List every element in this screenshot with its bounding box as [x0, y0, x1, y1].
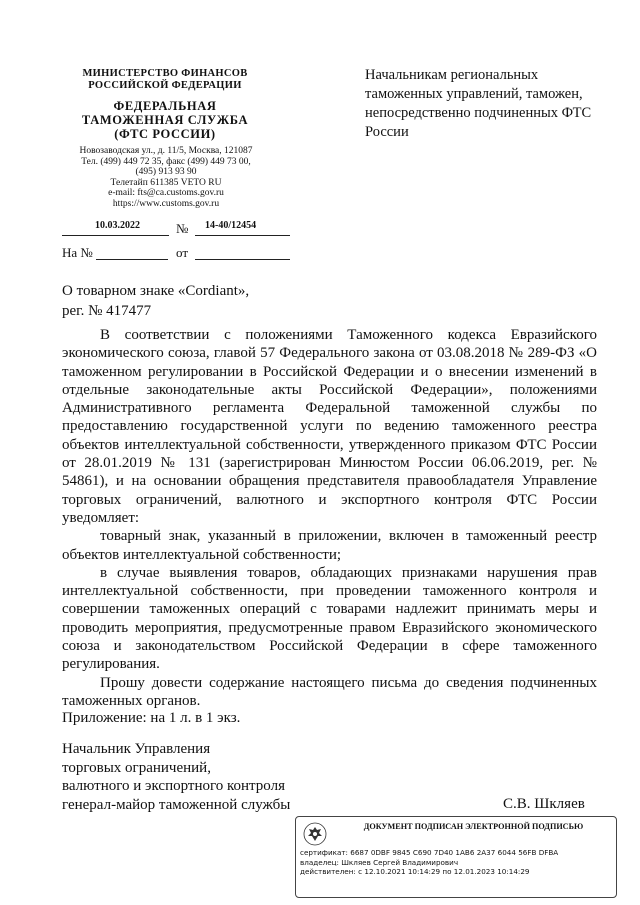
- service-line-1: ФЕДЕРАЛЬНАЯ: [113, 99, 217, 113]
- registration-date: 10.03.2022: [95, 220, 140, 231]
- address-line: Новозаводская ул., д. 11/5, Москва, 121087: [79, 146, 253, 156]
- number-label: №: [176, 221, 189, 236]
- stamp-certificate: сертификат: 6687 0DBF 9845 C690 7D40 1AB6 2A37 6044 56FB DFBA: [300, 848, 559, 857]
- number-underline: [195, 235, 290, 236]
- service-line-2: ТАМОЖЕННАЯ СЛУЖБА: [81, 113, 249, 127]
- reference-underline: [96, 259, 168, 260]
- service-line-3: (ФТС РОССИИ): [114, 127, 216, 141]
- stamp-details: [300, 848, 612, 877]
- ministry-header: [65, 68, 265, 92]
- addressee-block: Начальникам региональных таможенных управлений, таможен, непосредственно подчиненных ФТС России: [365, 67, 592, 140]
- signer-line-4: генерал-майор таможенной службы: [62, 796, 291, 813]
- body-paragraph-4: Прошу довести содержание настоящего письма до сведения подчиненных таможенных органов.: [62, 674, 597, 709]
- email-line: e-mail: fts@ca.customs.gov.ru: [108, 188, 224, 199]
- eagle-emblem-icon: [302, 821, 328, 847]
- stamp-validity: действителен: с 12.10.2021 10:14:29 по 12.01.2023 10:14:29: [300, 867, 530, 877]
- signer-line-1: Начальник Управления: [62, 741, 211, 757]
- stamp-owner: владелец: Шкляев Сергей Владимирович: [300, 857, 459, 867]
- body-paragraph-1: В соответствии с положениями Таможенного кодекса Евразийского экономического союза, главой 57 Федерального закона от 03.08.2018 № 289-ФЗ «О таможенном регулировании в Российской Федерации и о внесении изменений в отдельные законодательные акты Российской Федерации», положениями Административного регламента Федеральной таможенной службы по предоставлению государственной услуги по ведению таможенного реестра объектов интеллектуальной собственности, утвержденного приказом ФТС России от 28.01.2019 № 131 (зарегистрирован Минюстом России 06.06.2019, рег. № 54861), и на основании обращения представителя правообладателя Управление торговых ограничений, валютного и экспортного контроля ФТС России уведомляет:: [62, 327, 597, 526]
- teletype-line: Телетайп 611385 VETO RU: [110, 177, 222, 188]
- body-paragraph-3: в случае выявления товаров, обладающих признаками нарушения прав интеллектуальной собственности, при проведении таможенного контроля и совершении таможенных операций с товарами надлежит принимать меры и проводить мероприятия, предусмотренные правом Евразийского экономического союза и законодательством Российской Федерации в сфере таможенного регулирования.: [62, 564, 597, 673]
- stamp-title: ДОКУМЕНТ ПОДПИСАН ЭЛЕКТРОННОЙ ПОДПИСЬЮ: [363, 822, 584, 831]
- from-label: от: [176, 245, 189, 260]
- subject-line-2: рег. № 417477: [62, 303, 152, 319]
- from-underline: [195, 259, 290, 260]
- signer-name: С.В. Шкляев: [503, 796, 585, 812]
- website-line: https://www.customs.gov.ru: [112, 198, 220, 209]
- reference-label: На №: [62, 245, 93, 260]
- letter-body: [62, 326, 597, 710]
- signer-line-3: валютного и экспортного контроля: [62, 778, 285, 794]
- contact-block: [60, 146, 272, 210]
- registration-number: 14-40/12454: [205, 220, 257, 231]
- phone-line-2: (495) 913 93 90: [135, 167, 197, 178]
- attachment-note: Приложение: на 1 л. в 1 экз.: [62, 710, 241, 726]
- body-paragraph-2: товарный знак, указанный в приложении, включен в таможенный реестр объектов интеллектуальной собственности;: [62, 528, 597, 563]
- ministry-line-2: РОССИЙСКОЙ ФЕДЕРАЦИИ: [88, 80, 242, 91]
- phone-line: Тел. (499) 449 72 35, факс (499) 449 73 00,: [81, 156, 251, 167]
- subject-block: [62, 281, 249, 321]
- date-underline: [62, 235, 169, 236]
- ministry-line-1: МИНИСТЕРСТВО ФИНАНСОВ: [82, 68, 248, 79]
- electronic-signature-stamp: [295, 816, 617, 898]
- signer-title-block: [62, 740, 362, 814]
- service-header: [65, 99, 265, 141]
- signer-line-2: торговых ограничений,: [62, 759, 211, 776]
- subject-line-1: О товарном знаке «Cordiant»,: [62, 283, 250, 299]
